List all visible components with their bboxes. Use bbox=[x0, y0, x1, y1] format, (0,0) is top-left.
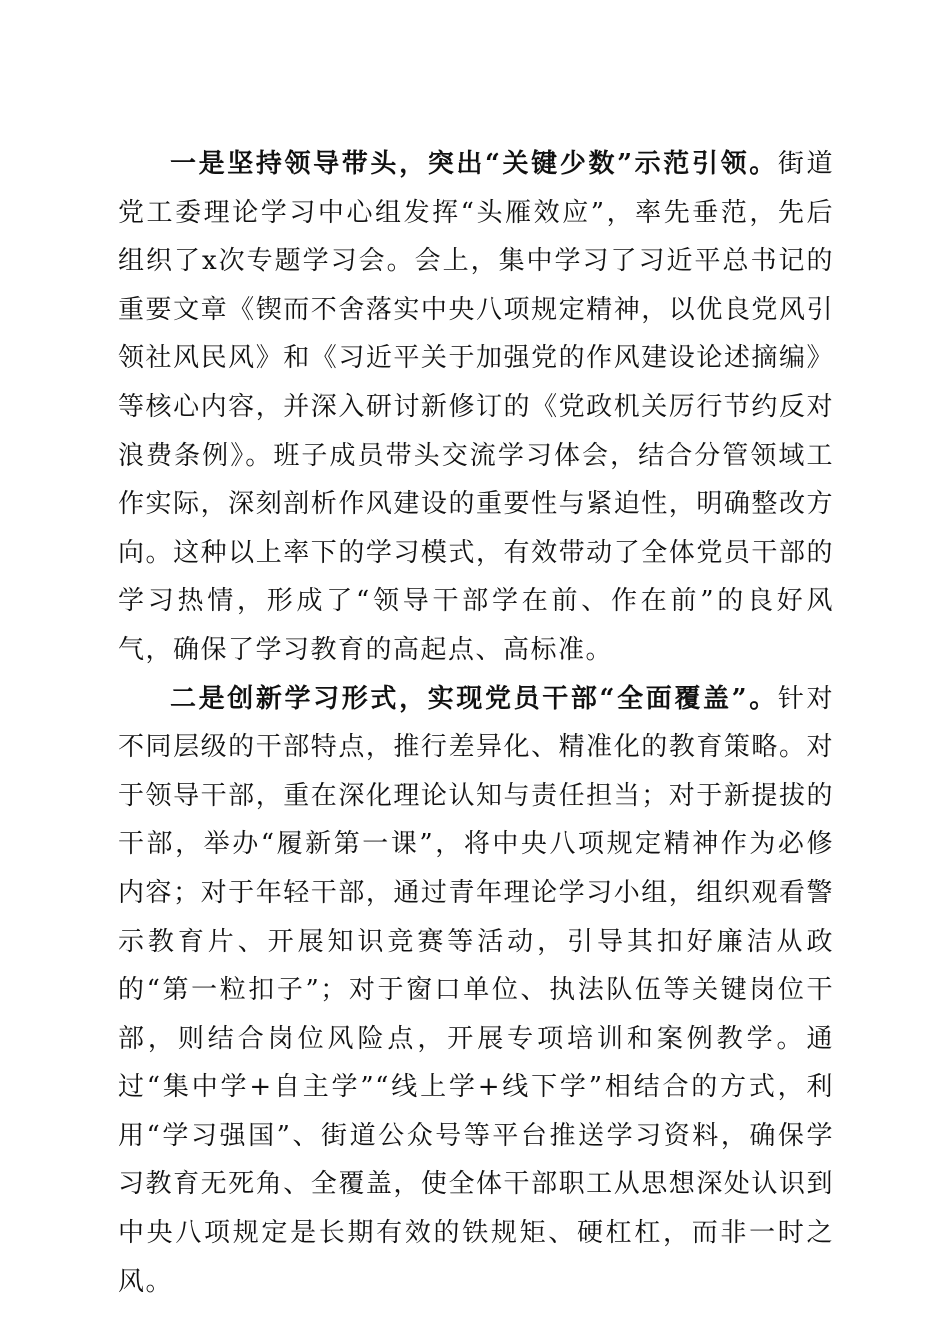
paragraph-heading: 一是坚持领导带头，突出“关键少数”示范引领。 bbox=[170, 149, 778, 179]
paragraph-leadership bbox=[118, 140, 834, 675]
paragraph-heading: 二是创新学习形式，实现党员干部“全面覆盖”。 bbox=[170, 683, 778, 714]
document-body bbox=[118, 140, 834, 1306]
paragraph-learning-forms bbox=[118, 675, 834, 1307]
paragraph-text: 针对不同层级的干部特点，推行差异化、精准化的教育策略。对于领导干部，重在深化理论认知与责任担当；对于新提拔的干部，举办“履新第一课”，将中央八项规定精神作为必修内容；对于年轻干部，通过青年理论学习小组，组织观看警示教育片、开展知识竞赛等活动，引导其扣好廉洁从政的“第一粒扣子”；对于窗口单位、执法队伍等关键岗位干部，则结合岗位风险点，开展专项培训和案例教学。通过“集中学+自主学”“线上学+线下学”相结合的方式，利用“学习强国”、街道公众号等平台推送学习资料，确保学习教育无死角、全覆盖，使全体干部职工从思想深处认识到中央八项规定是长期有效的铁规矩、硬杠杠，而非一时之风。 bbox=[118, 683, 834, 1297]
paragraph-text: 街道党工委理论学习中心组发挥“头雁效应”，率先垂范，先后组织了x次专题学习会。会上，集中学习了习近平总书记的重要文章《锲而不舍落实中央八项规定精神，以优良党风引领社风民风》和《习近平关于加强党的作风建设论述摘编》等核心内容，并深入研讨新修订的《党政机关厉行节约反对浪费条例》。班子成员带头交流学习体会，结合分管领域工作实际，深刻剖析作风建设的重要性与紧迫性，明确整改方向。这种以上率下的学习模式，有效带动了全体党员干部的学习热情，形成了“领导干部学在前、作在前”的良好风气，确保了学习教育的高起点、高标准。 bbox=[118, 149, 834, 665]
